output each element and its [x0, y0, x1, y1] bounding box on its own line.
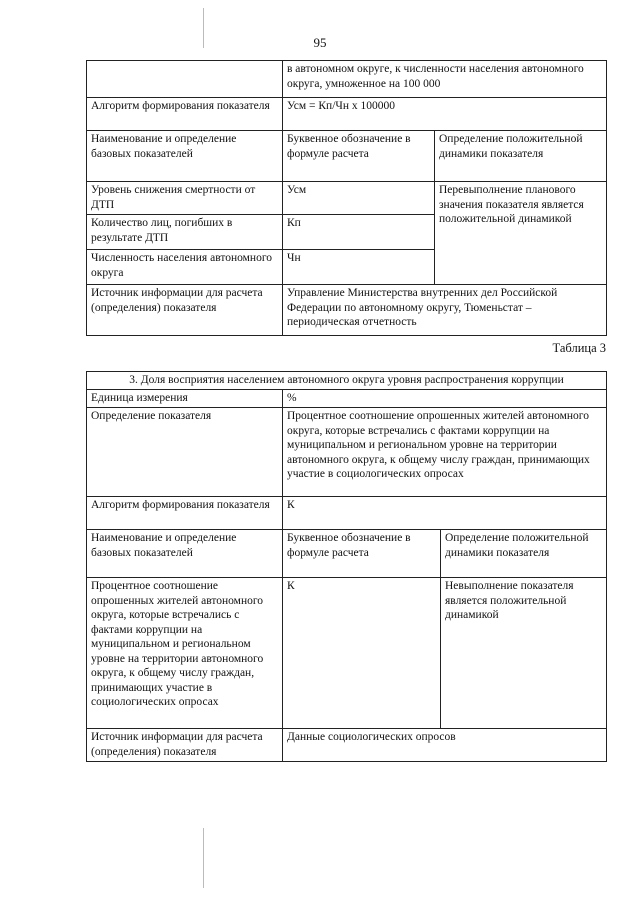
source-value: Данные социологических опросов — [283, 729, 607, 762]
algorithm-label: Алгоритм формирования показателя — [87, 497, 283, 530]
table-row — [87, 182, 607, 215]
base-indicator-name: Численность населения автономного округа — [87, 250, 283, 285]
base-indicator-name: Количество лиц, погибших в результате ДТП — [87, 215, 283, 250]
continued-text: в автономном округе, к численности населения автономного округа, умноженное на 100 000 — [283, 61, 607, 98]
table-row — [87, 61, 607, 98]
table-title: 3. Доля восприятия населением автономного округа уровня распространения коррупции — [87, 372, 607, 390]
table-row — [87, 131, 607, 182]
scan-artifact-line-top — [203, 8, 204, 48]
header-symbol: Буквенное обозначение в формуле расчета — [283, 530, 441, 578]
empty-cell — [87, 61, 283, 98]
table-row — [87, 530, 607, 578]
positive-dynamic-text: Перевыполнение планового значения показателя является положительной динамикой — [435, 182, 607, 285]
table-row — [87, 98, 607, 131]
header-dynamic: Определение положительной динамики показателя — [441, 530, 607, 578]
table-caption: Таблица 3 — [552, 341, 606, 355]
indicator-table-2-continued — [86, 60, 607, 336]
base-indicator-symbol: Кп — [283, 215, 435, 250]
header-name: Наименование и определение базовых показателей — [87, 131, 283, 182]
table-row — [87, 729, 607, 762]
positive-dynamic-text: Невыполнение показателя является положительной динамикой — [441, 578, 607, 729]
table-row — [87, 408, 607, 497]
base-indicator-symbol: Чн — [283, 250, 435, 285]
algorithm-formula: Усм = Кп/Чн х 100000 — [283, 98, 607, 131]
table-row — [87, 390, 607, 408]
source-value: Управление Министерства внутренних дел Российской Федерации по автономному округу, Тюменьстат – периодическая отчетность — [283, 285, 607, 336]
source-label: Источник информации для расчета (определения) показателя — [87, 285, 283, 336]
unit-label: Единица измерения — [87, 390, 283, 408]
source-label: Источник информации для расчета (определения) показателя — [87, 729, 283, 762]
definition-value: Процентное соотношение опрошенных жителей автономного округа, которые встречались с фактами коррупции на муниципальном и региональном уровне на территории автономного округа, к общему числу граждан, принимающих участие в социологических опросах — [283, 408, 607, 497]
definition-label: Определение показателя — [87, 408, 283, 497]
header-symbol: Буквенное обозначение в формуле расчета — [283, 131, 435, 182]
table-row — [87, 578, 607, 729]
scan-artifact-line-bottom — [203, 828, 204, 888]
base-indicator-name: Уровень снижения смертности от ДТП — [87, 182, 283, 215]
table-row — [87, 285, 607, 336]
unit-value: % — [283, 390, 607, 408]
header-name: Наименование и определение базовых показателей — [87, 530, 283, 578]
page-number: 95 — [313, 35, 327, 50]
algorithm-label: Алгоритм формирования показателя — [87, 98, 283, 131]
header-dynamic: Определение положительной динамики показателя — [435, 131, 607, 182]
base-indicator-name: Процентное соотношение опрошенных жителей автономного округа, которые встречались с фактами коррупции на муниципальном и региональном уровне на территории автономного округа, к общему числу граждан, принимающих участие в социологических опросах — [87, 578, 283, 729]
base-indicator-symbol: К — [283, 578, 441, 729]
table-row — [87, 372, 607, 390]
indicator-table-3 — [86, 371, 607, 762]
algorithm-formula: К — [283, 497, 607, 530]
table-row — [87, 497, 607, 530]
base-indicator-symbol: Усм — [283, 182, 435, 215]
